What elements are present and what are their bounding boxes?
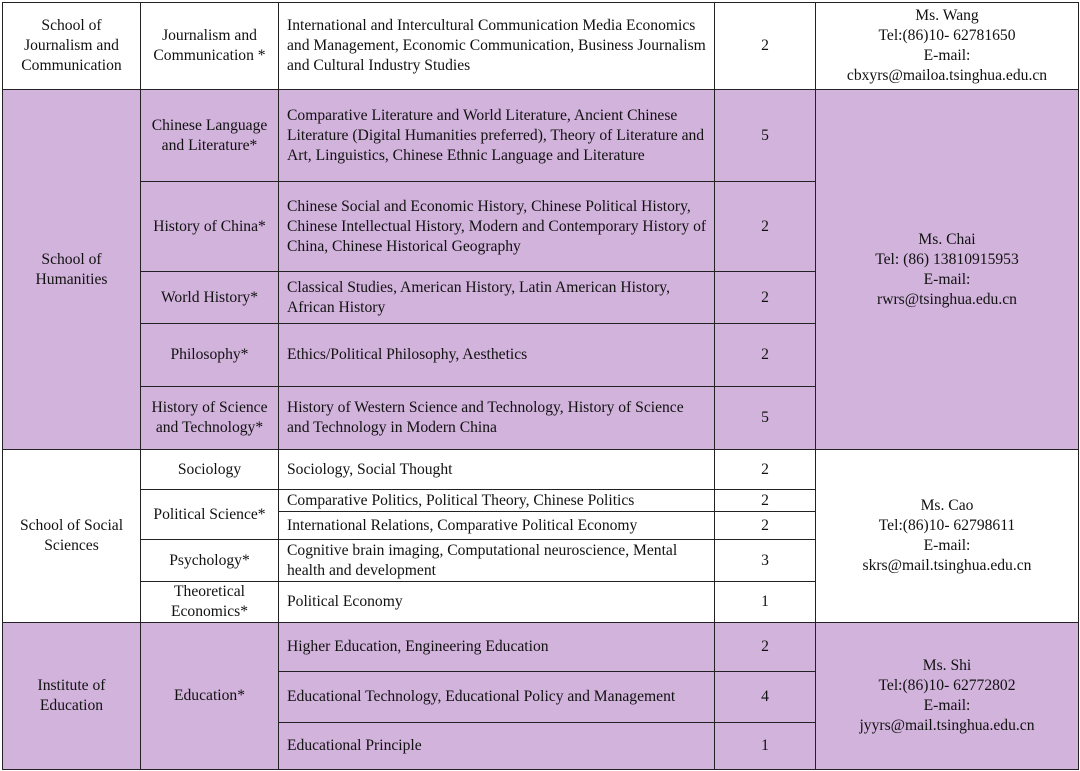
discipline-cell: Theoretical Economics* — [141, 582, 279, 623]
discipline-cell: History of China* — [141, 182, 279, 272]
contact-email: cbxyrs@mailoa.tsinghua.edu.cn — [846, 67, 1048, 84]
research-fields-cell: Ethics/Political Philosophy, Aesthetics — [279, 324, 715, 387]
school-cell: School of Social Sciences — [3, 450, 141, 623]
research-fields-cell: Educational Technology, Educational Policy and Management — [279, 672, 715, 723]
research-fields-cell: History of Western Science and Technology, History of Science and Technology in Modern China — [279, 387, 715, 450]
contact-cell — [816, 450, 1079, 623]
table-row — [3, 3, 1079, 90]
contact-cell — [816, 90, 1079, 450]
discipline-cell: Philosophy* — [141, 324, 279, 387]
research-fields-cell: Comparative Literature and World Literature, Ancient Chinese Literature (Digital Humanities preferred), Theory of Literature and Art, Linguistics, Chinese Ethnic Language and Literature — [279, 90, 715, 182]
table-row — [3, 450, 1079, 490]
discipline-cell: Journalism and Communication * — [141, 3, 279, 90]
position-count-cell: 5 — [715, 90, 816, 182]
contact-cell — [816, 623, 1079, 770]
contact-name: Ms. Chai — [918, 230, 976, 248]
position-count-cell: 4 — [715, 672, 816, 723]
research-fields-cell: Higher Education, Engineering Education — [279, 623, 715, 672]
discipline-cell: Chinese Language and Literature* — [141, 90, 279, 182]
research-fields-cell: Political Economy — [279, 582, 715, 623]
position-count-cell: 2 — [715, 623, 816, 672]
position-count-cell: 1 — [715, 723, 816, 770]
contact-email-label: E-mail: — [923, 697, 971, 714]
table-row — [3, 623, 1079, 672]
research-fields-cell: Cognitive brain imaging, Computational neuroscience, Mental health and development — [279, 540, 715, 582]
contact-name: Ms. Wang — [915, 7, 979, 24]
position-count-cell: 2 — [715, 512, 816, 540]
position-count-cell: 1 — [715, 582, 816, 623]
contact-name: Ms. Shi — [922, 657, 972, 674]
discipline-cell: Sociology — [141, 450, 279, 490]
school-cell: Institute of Education — [3, 623, 141, 770]
contact-email-label: E-mail: — [923, 537, 971, 554]
contact-name: Ms. Cao — [920, 497, 974, 514]
contact-email-label: E-mail: — [923, 270, 971, 288]
position-count-cell: 2 — [715, 324, 816, 387]
research-fields-cell: Educational Principle — [279, 723, 715, 770]
position-count-cell: 2 — [715, 182, 816, 272]
research-fields-cell: Chinese Social and Economic History, Chinese Political History, Chinese Intellectual History, Modern and Contemporary History of China, Chinese Historical Geography — [279, 182, 715, 272]
research-fields-cell: International and Intercultural Communication Media Economics and Management, Economic Communication, Business Journalism and Cultural Industry Studies — [279, 3, 715, 90]
positions-table — [2, 2, 1079, 770]
discipline-cell: World History* — [141, 272, 279, 324]
contact-email: rwrs@tsinghua.edu.cn — [877, 290, 1017, 308]
research-fields-cell: Sociology, Social Thought — [279, 450, 715, 490]
research-fields-cell: Comparative Politics, Political Theory, Chinese Politics — [279, 490, 715, 512]
position-count-cell: 2 — [715, 3, 816, 90]
research-fields-cell: International Relations, Comparative Political Economy — [279, 512, 715, 540]
contact-email: jyyrs@mail.tsinghua.edu.cn — [859, 717, 1035, 734]
school-cell: School of Journalism and Communication — [3, 3, 141, 90]
contact-tel: Tel:(86)10- 62781650 — [878, 27, 1016, 44]
table-row — [3, 90, 1079, 182]
contact-email-label: E-mail: — [923, 47, 971, 64]
school-cell: School of Humanities — [3, 90, 141, 450]
position-count-cell: 3 — [715, 540, 816, 582]
contact-cell — [816, 3, 1079, 90]
discipline-cell: Political Science* — [141, 490, 279, 540]
contact-tel: Tel:(86)10- 62798611 — [878, 517, 1016, 534]
position-count-cell: 5 — [715, 387, 816, 450]
contact-tel: Tel: (86) 13810915953 — [875, 250, 1019, 268]
discipline-cell: History of Science and Technology* — [141, 387, 279, 450]
position-count-cell: 2 — [715, 272, 816, 324]
research-fields-cell: Classical Studies, American History, Latin American History, African History — [279, 272, 715, 324]
contact-email: skrs@mail.tsinghua.edu.cn — [862, 557, 1032, 574]
position-count-cell: 2 — [715, 490, 816, 512]
contact-tel: Tel:(86)10- 62772802 — [878, 677, 1016, 694]
discipline-cell: Education* — [141, 623, 279, 770]
discipline-cell: Psychology* — [141, 540, 279, 582]
position-count-cell: 2 — [715, 450, 816, 490]
